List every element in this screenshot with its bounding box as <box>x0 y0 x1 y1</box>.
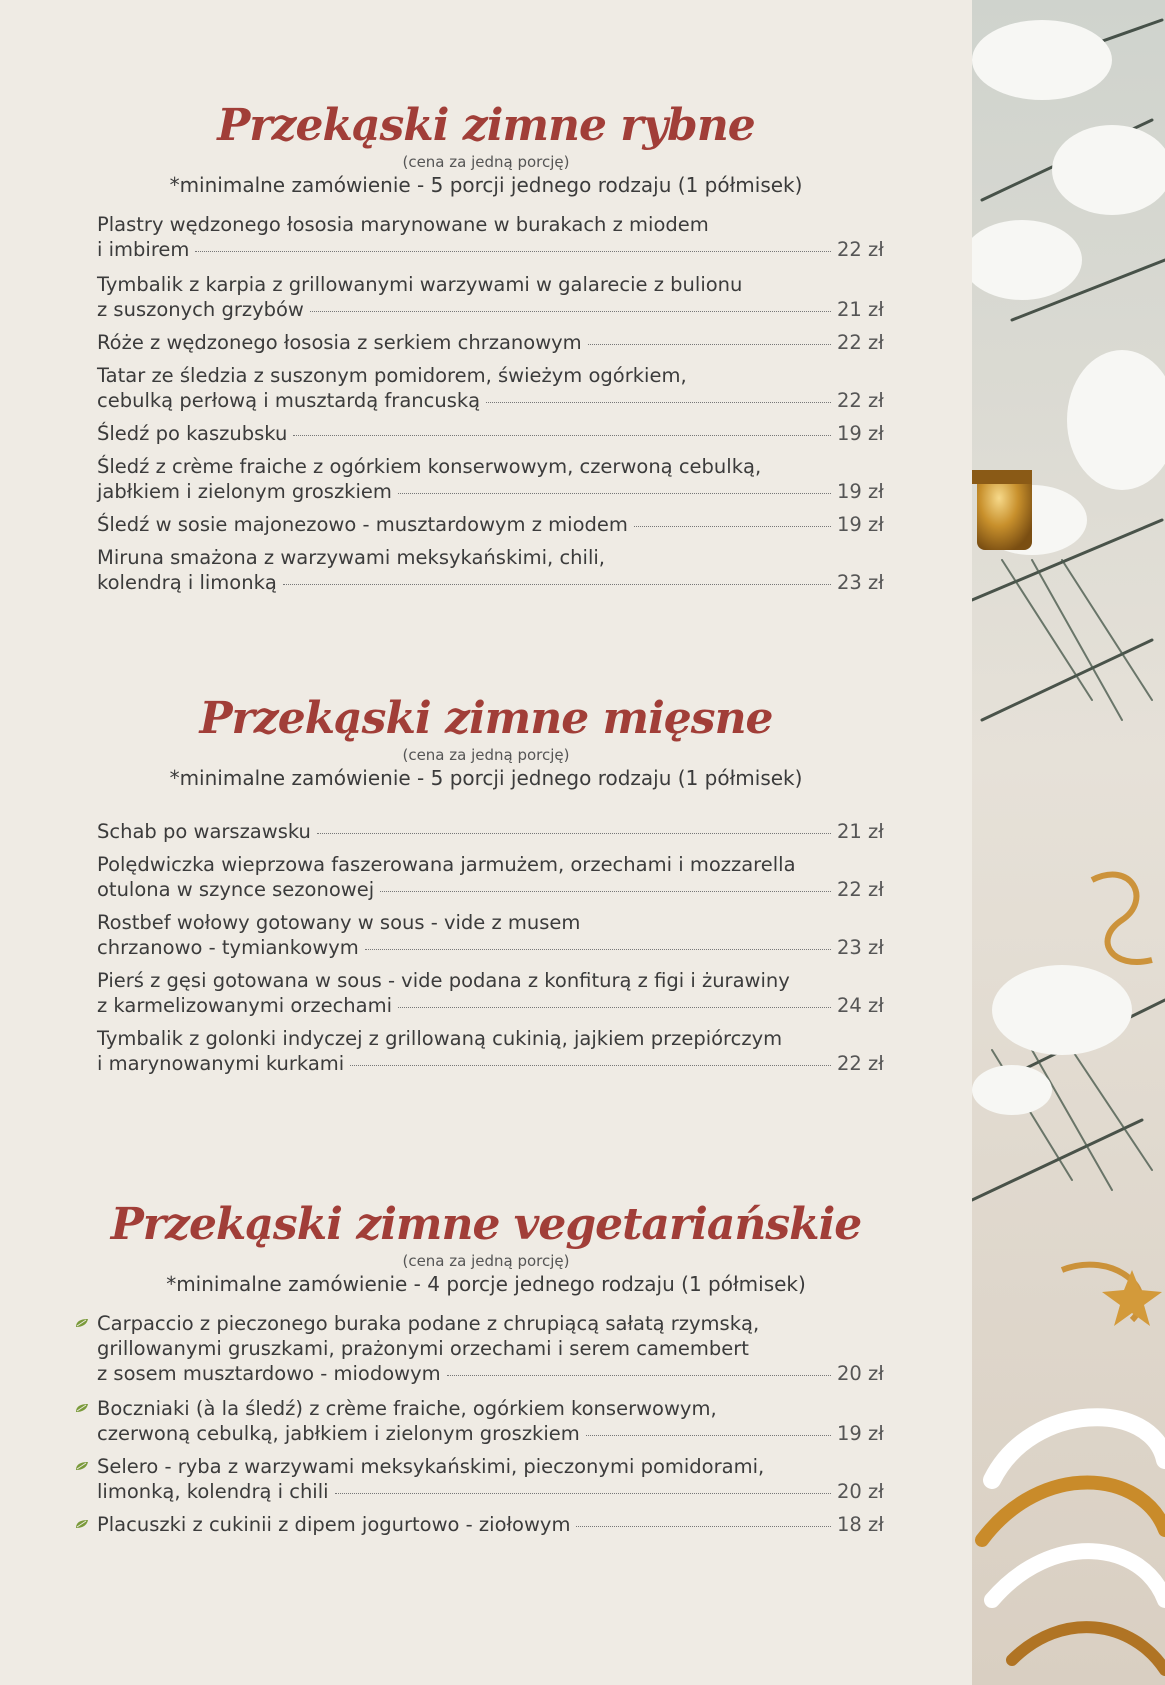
menu-item-line: Śledź w sosie majonezowo - musztardowym z miodem <box>97 513 628 536</box>
section-title: Przekąski zimne mięsne <box>199 693 773 744</box>
section-minimum: *minimalne zamówienie - 4 porcje jednego rodzaju (1 półmisek) <box>166 1272 806 1296</box>
section-title: Przekąski zimne vegetariańskie <box>110 1199 862 1250</box>
menu-item-price: 19 zł <box>837 422 884 445</box>
leaf-icon <box>75 1461 89 1471</box>
menu-item <box>97 910 887 960</box>
leader-dots <box>588 344 831 345</box>
menu-item <box>97 272 887 322</box>
menu-item-line: Polędwiczka wieprzowa faszerowana jarmużem, orzechami i mozzarella <box>97 853 796 876</box>
leader-dots <box>283 584 831 585</box>
menu-item-line: z sosem musztardowo - miodowym <box>97 1362 441 1385</box>
menu-item <box>97 1512 887 1537</box>
menu-item-line: Tymbalik z golonki indyczej z grillowaną cukinią, jajkiem przepiórczym <box>97 1027 783 1050</box>
leader-dots <box>576 1526 831 1527</box>
menu-item-price: 20 zł <box>837 1480 884 1503</box>
leader-dots <box>486 402 831 403</box>
menu-item-line: Śledź z crème fraiche z ogórkiem konserwowym, czerwoną cebulką, <box>97 455 762 478</box>
menu-item <box>97 819 887 844</box>
menu-item-line: Selero - ryba z warzywami meksykańskimi, pieczonymi pomidorami, <box>97 1455 765 1478</box>
leader-dots <box>447 1375 831 1376</box>
menu-item-line: chrzanowo - tymiankowym <box>97 936 359 959</box>
leader-dots <box>634 526 831 527</box>
menu-item <box>97 852 887 902</box>
menu-item <box>97 421 887 446</box>
menu-item-price: 23 zł <box>837 571 884 594</box>
menu-item-line: Miruna smażona z warzywami meksykańskimi, chili, <box>97 546 605 569</box>
leaf-icon <box>75 1318 89 1328</box>
menu-item-price: 22 zł <box>837 331 884 354</box>
section-title: Przekąski zimne rybne <box>217 100 755 151</box>
menu-item-line: i imbirem <box>97 238 190 261</box>
menu-item <box>97 512 887 537</box>
menu-item-line: Tymbalik z karpia z grillowanymi warzywami w galarecie z bulionu <box>97 273 743 296</box>
menu-item-line: Placuszki z cukinii z dipem jogurtowo - ziołowym <box>97 1513 571 1536</box>
menu-item-line: jabłkiem i zielonym groszkiem <box>97 480 392 503</box>
leader-dots <box>350 1065 831 1066</box>
decorative-photo <box>972 0 1165 1685</box>
menu-item-line: Plastry wędzonego łososia marynowane w burakach z miodem <box>97 213 709 236</box>
section-note: (cena za jedną porcję) <box>402 153 570 171</box>
menu-item-line: kolendrą i limonką <box>97 571 277 594</box>
menu-item <box>97 212 887 262</box>
section-note: (cena za jedną porcję) <box>402 1252 570 1270</box>
menu-item <box>97 968 887 1018</box>
leader-dots <box>195 251 831 252</box>
menu-item-line: Carpaccio z pieczonego buraka podane z chrupiącą sałatą rzymską, <box>97 1312 760 1335</box>
leader-dots <box>380 891 831 892</box>
leader-dots <box>310 311 831 312</box>
menu-item-line: Śledź po kaszubsku <box>97 422 288 445</box>
leader-dots <box>317 833 831 834</box>
leader-dots <box>293 435 831 436</box>
menu-item <box>97 363 887 413</box>
leader-dots <box>398 493 831 494</box>
menu-item-line: Rostbef wołowy gotowany w sous - vide z musem <box>97 911 581 934</box>
menu-item-line: limonką, kolendrą i chili <box>97 1480 329 1503</box>
menu-item <box>97 330 887 355</box>
menu-item-price: 21 zł <box>837 298 884 321</box>
menu-item-price: 22 zł <box>837 878 884 901</box>
menu-item-line: Róże z wędzonego łososia z serkiem chrzanowym <box>97 331 582 354</box>
menu-item-price: 19 zł <box>837 480 884 503</box>
menu-item-line: Pierś z gęsi gotowana w sous - vide podana z konfiturą z figi i żurawiny <box>97 969 790 992</box>
section-note: (cena za jedną porcję) <box>402 746 570 764</box>
menu-item-price: 22 zł <box>837 389 884 412</box>
christmas-decoration-image <box>972 0 1165 1685</box>
menu-item-line: cebulką perłową i musztardą francuską <box>97 389 481 412</box>
menu-item-line: otulona w szynce sezonowej <box>97 878 375 901</box>
menu-item-line: i marynowanymi kurkami <box>97 1052 345 1075</box>
section-meat <box>0 693 972 1076</box>
menu-item <box>97 1396 887 1446</box>
menu-list <box>0 1311 972 1537</box>
menu-item-price: 23 zł <box>837 936 884 959</box>
menu-item-price: 18 zł <box>837 1513 884 1536</box>
menu-item-line: z karmelizowanymi orzechami <box>97 994 393 1017</box>
menu-item-line: z suszonych grzybów <box>97 298 304 321</box>
menu-item <box>97 1026 887 1076</box>
section-vegetarian <box>0 1199 972 1537</box>
menu-item-price: 19 zł <box>837 513 884 536</box>
leader-dots <box>586 1435 831 1436</box>
menu-item <box>97 1311 887 1386</box>
leaf-icon <box>75 1519 89 1529</box>
menu-item-price: 21 zł <box>837 820 884 843</box>
menu-item-line: Schab po warszawsku <box>97 820 311 843</box>
menu-item <box>97 545 887 595</box>
menu-item <box>97 1454 887 1504</box>
leaf-icon <box>75 1403 89 1413</box>
leader-dots <box>365 949 831 950</box>
leader-dots <box>398 1007 831 1008</box>
menu-list <box>0 212 972 595</box>
menu-item-price: 22 zł <box>837 238 884 261</box>
section-fish <box>0 100 972 595</box>
menu-item-price: 19 zł <box>837 1422 884 1445</box>
menu-item-line: Boczniaki (à la śledź) z crème fraiche, ogórkiem konserwowym, <box>97 1397 717 1420</box>
menu-item-price: 20 zł <box>837 1362 884 1385</box>
menu-list <box>0 819 972 1076</box>
section-minimum: *minimalne zamówienie - 5 porcji jednego rodzaju (1 półmisek) <box>169 173 803 197</box>
menu-item-price: 22 zł <box>837 1052 884 1075</box>
menu-item-line: grillowanymi gruszkami, prażonymi orzechami i serem camembert <box>97 1337 749 1360</box>
section-minimum: *minimalne zamówienie - 5 porcji jednego rodzaju (1 półmisek) <box>169 766 803 790</box>
menu-item-line: Tatar ze śledzia z suszonym pomidorem, świeżym ogórkiem, <box>97 364 687 387</box>
menu-item-line: czerwoną cebulką, jabłkiem i zielonym groszkiem <box>97 1422 580 1445</box>
menu-item <box>97 454 887 504</box>
leader-dots <box>335 1493 831 1494</box>
menu-item-price: 24 zł <box>837 994 884 1017</box>
